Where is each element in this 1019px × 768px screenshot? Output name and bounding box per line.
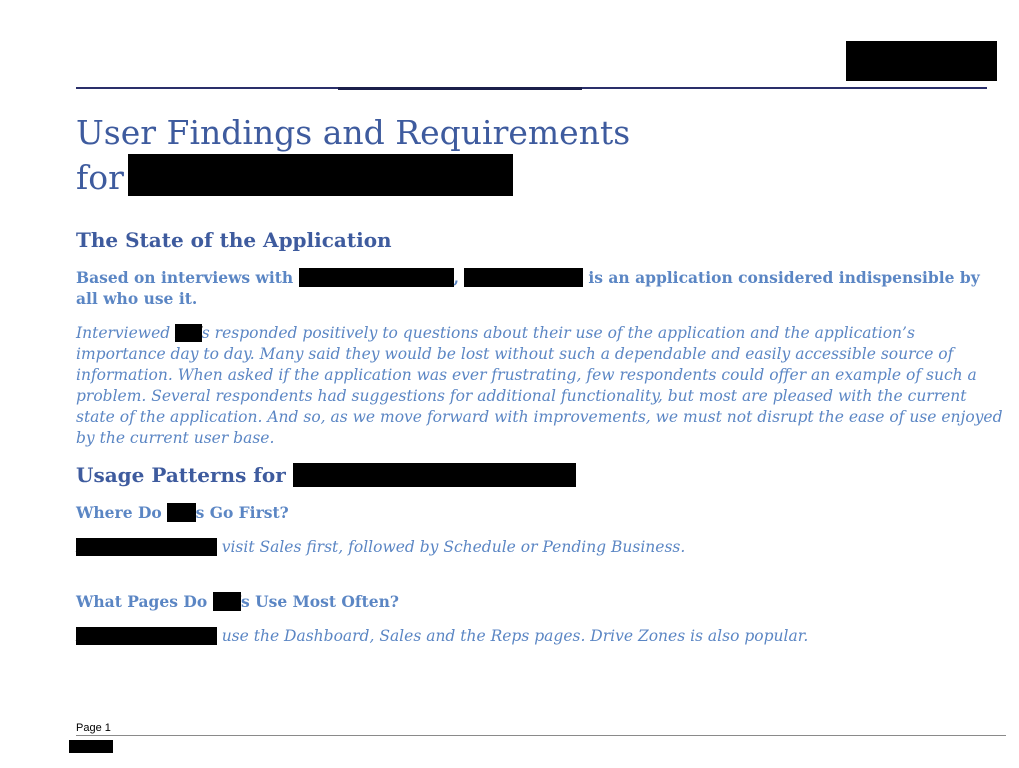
section-heading-usage: [76, 463, 576, 487]
answer-most-often: [76, 626, 1006, 647]
a1-text: visit Sales first, followed by Schedule or Pending Business.: [216, 538, 686, 556]
header-rule-accent: [338, 87, 582, 90]
redacted-text: Field Wholesalers: [76, 538, 217, 556]
redacted-text: FW: [212, 592, 241, 611]
section-heading-state: The State of the Application: [76, 228, 392, 252]
section-body-paragraph: [76, 323, 1006, 449]
redaction-block: [846, 41, 997, 81]
redacted-text: Pacific Life FW Handheld: [292, 463, 577, 487]
subheading-most-often: [76, 592, 399, 612]
a2-text: use the Dashboard, Sales and the Reps pages. Drive Zones is also popular.: [216, 627, 809, 645]
lead-prefix: Based on interviews with: [76, 268, 294, 287]
footer-rule: [76, 735, 1006, 736]
subheading-where-first: [76, 503, 289, 523]
title-redaction: [128, 154, 513, 196]
title-line-2-prefix: for: [76, 158, 124, 197]
redacted-text: Field Wholesalers: [76, 627, 217, 645]
body-prefix: Interviewed: [76, 324, 171, 342]
redacted-text: FW: [167, 503, 196, 522]
q2-suffix: s Use Most Often?: [241, 592, 399, 611]
lead-suffix: is an application considered indispensible by all who use it.: [76, 268, 980, 308]
page-number: Page 1: [76, 722, 111, 734]
q1-prefix: Where Do: [76, 503, 162, 522]
redacted-text: FW Handheld: [464, 268, 583, 287]
body-text: s responded positively to questions about their use of the application and the application’s importance day to day. Many said they would be lost without such a dependable and easily accessible source of information. When asked if the application was ever frustrating, few respondents could offer an example of such a problem. Several respondents had suggestions for additional functionality, but most are pleased with the current state of the application. And so, as we move forward with improvements, we must not disrupt the ease of use enjoyed by the current user base.: [76, 324, 1003, 447]
q2-prefix: What Pages Do: [76, 592, 208, 611]
lead-comma: ,: [453, 268, 460, 287]
q1-suffix: s Go First?: [195, 503, 289, 522]
redaction-block: [69, 740, 113, 753]
answer-where-first: [76, 537, 1006, 558]
document-title: [76, 111, 630, 199]
redacted-text: FW: [175, 324, 202, 342]
usage-heading-prefix: Usage Patterns for: [76, 463, 286, 487]
section-lead-paragraph: [76, 267, 1006, 309]
redacted-text: Field Wholesalers: [298, 268, 454, 287]
title-line-1: User Findings and Requirements: [76, 113, 631, 152]
